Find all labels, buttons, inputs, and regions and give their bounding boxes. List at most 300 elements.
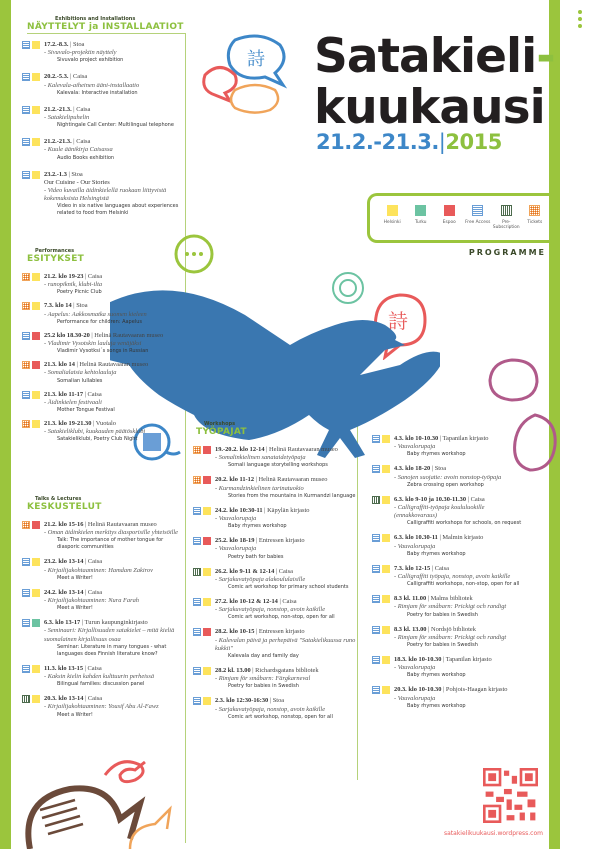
event-icons [372, 565, 390, 573]
event-venue: Entressen kirjasto [258, 628, 305, 636]
section-heading [27, 496, 184, 512]
event-title-en: Comic art workshop, non-stop, open for all [228, 614, 335, 621]
event-date: 27.2. klo 10-12 & 12-14 [215, 598, 278, 606]
brown-bubble-icon [15, 760, 195, 849]
event-title-en: Audio Books exhibition [57, 154, 115, 161]
event-when-where [44, 73, 184, 81]
helsinki-city-icon [203, 568, 211, 576]
event-title-en: Comic art workshop for primary school students [228, 584, 349, 591]
section-workshops [193, 421, 356, 728]
event-date: 6.3. klo 9-10 ja 10.30-11.30 [394, 495, 467, 503]
event-when-where [394, 435, 522, 443]
event-when-where [215, 667, 356, 675]
event-date: 7.3. klo 12-15 [394, 564, 431, 572]
separator: | [83, 664, 88, 672]
espoo-city-icon [32, 361, 40, 369]
section-heading-fi: ESITYKSET [27, 254, 85, 264]
event-date: 21.3. klo 11-17 [44, 390, 84, 398]
event-item [193, 598, 356, 621]
event-date: 2.3. klo 12:30-16:30 [215, 697, 269, 705]
event-date: 17.2.-8.3. [44, 41, 69, 48]
event-venue: Turun kaupunginkirjasto [84, 619, 148, 627]
event-item [22, 420, 177, 443]
event-item [372, 565, 522, 588]
event-subtitle: Our Cuisine - Our Stories [44, 178, 110, 186]
event-icons [22, 73, 40, 81]
event-item [22, 332, 177, 355]
free-access-icon [22, 391, 30, 399]
helsinki-city-icon [203, 507, 211, 515]
section-heading [196, 421, 356, 437]
helsinki-city-icon [382, 496, 390, 504]
event-item [372, 656, 522, 679]
free-access-icon [372, 465, 380, 473]
event-item [22, 391, 177, 414]
free-access-icon [372, 534, 380, 542]
event-title-fi: - Kaksin kielin kahden kulttuurin perheissä [44, 673, 155, 681]
left-green-bar [0, 0, 11, 849]
event-date: 21.2.-21.3. [44, 138, 72, 146]
helsinki-city-icon [32, 558, 40, 566]
event-title-en: Meet a Writer! [57, 574, 93, 581]
event-title-en: Video in six native languages about experiences related to food from Helsinki [57, 203, 179, 217]
separator: | [83, 695, 88, 703]
separator: | [83, 588, 88, 596]
pre-access-icon [372, 496, 380, 504]
event-date: 7.3. klo 14 [44, 302, 72, 310]
event-date: 4.3. klo 10-10.30 [394, 435, 439, 442]
event-title-fi: - Vauvalorupaja [394, 694, 436, 702]
event-title-en: Calligraffiti workshops, non-stop, open for all [407, 581, 520, 588]
tickets-access-icon [22, 420, 30, 428]
event-date: 23.2.-1.3 [44, 170, 67, 178]
event-item [22, 361, 177, 384]
event-item [22, 171, 184, 218]
separator: | [83, 390, 88, 398]
event-icons [22, 665, 40, 673]
event-title-en: Talk: The importance of mother tongue for diasporic communities [57, 537, 164, 551]
event-date: 21.2. klo 19-23 [44, 273, 84, 280]
event-icons [22, 695, 40, 703]
event-item [372, 435, 522, 458]
event-when-where [215, 697, 356, 705]
event-venue: Caisa [87, 273, 103, 280]
event-item [193, 537, 356, 560]
event-date: 21.3. klo 14 [44, 361, 75, 369]
event-title-fi: - Aapelus: Aakkosmatka suomen kieleen [44, 310, 147, 318]
helsinki-city-icon [382, 465, 390, 473]
turku-city-icon [32, 619, 40, 627]
event-title-fi: - Äidinkielen festivaali [44, 398, 102, 406]
event-date: 11.3. klo 13-15 [44, 664, 84, 672]
event-venue: Caisa [76, 105, 91, 113]
event-when-where [44, 273, 177, 281]
event-item [193, 568, 356, 591]
event-date: 8.3 kl. 11.00 [394, 595, 427, 603]
event-title-en: Meet a Writer! [57, 605, 93, 612]
event-venue: Vuotalo [95, 420, 116, 428]
event-venue: Helinä Rautavaaran museo [79, 361, 149, 369]
event-item [193, 667, 356, 690]
event-item [193, 446, 356, 469]
event-date: 23.2. klo 13-14 [44, 558, 84, 566]
separator: | [83, 558, 88, 566]
pre-access-icon [22, 695, 30, 703]
event-date: 6.3. klo 10.30-11 [394, 534, 438, 542]
free-access-icon [22, 41, 30, 49]
event-title-fi: - Satakieliklubi, kuukauden päätösklubi [44, 428, 146, 436]
event-when-where [394, 496, 522, 504]
event-venue: Caisa [434, 564, 449, 572]
event-when-where [44, 332, 177, 340]
event-date: 19.-20.2. klo 12-14 [215, 446, 265, 453]
event-item [193, 628, 356, 660]
separator: | [264, 446, 270, 453]
event-title-en: Poetry bath for babies [228, 553, 284, 560]
section-performances [22, 248, 177, 449]
helsinki-city-icon [32, 665, 40, 673]
event-title-fi: - Vladimir Vysotskin lauluja venäjäksi [44, 340, 142, 348]
section-talks [22, 496, 184, 726]
event-date: 6.3. klo 13-17 [44, 619, 81, 627]
event-title-fi: - Sarjakuvatyöpaja, nonstop, avoin kaikille [215, 606, 326, 614]
event-icons [372, 686, 390, 694]
section-heading-fi: TYÖPAJAT [196, 427, 247, 437]
event-title-en: Seminar: Literature in many tongues - what languages does Finnish literature know? [57, 643, 167, 657]
pre-swatch-icon [501, 205, 512, 216]
year: 2015 [445, 130, 502, 154]
event-title-fi: - Sarjakuvatyöpaja alakoululaisille [215, 575, 306, 583]
helsinki-city-icon [32, 420, 40, 428]
title-line1: Satakieli [314, 29, 537, 84]
event-icons [193, 697, 211, 705]
event-venue: Stoa [76, 302, 88, 310]
separator: | [91, 420, 96, 428]
separator: | [71, 302, 77, 310]
espoo-city-icon [203, 476, 211, 484]
section-heading-fi: KESKUSTELUT [27, 502, 102, 512]
event-title-en: Somali language storytelling workshops [228, 462, 328, 469]
event-venue: Nordsjö bibliotek [430, 625, 476, 633]
event-icons [372, 465, 390, 473]
event-icons [22, 332, 40, 340]
helsinki-city-icon [32, 302, 40, 310]
event-date: 24.2. klo 10:30-11 [215, 506, 263, 514]
event-date: 25.2 klo 18.30-20 [44, 331, 90, 339]
free-access-icon [193, 628, 201, 636]
event-when-where [44, 695, 184, 703]
legend-label: Free Access [465, 220, 491, 225]
separator: | [83, 521, 88, 528]
event-date: 21.2. klo 15-16 [44, 521, 84, 528]
separator: | [441, 686, 446, 694]
event-date: 4.3. klo 18-20 [394, 465, 431, 473]
event-when-where [215, 628, 356, 636]
espoo-city-icon [32, 521, 40, 529]
svg-text:詩: 詩 [247, 49, 265, 69]
separator: | [430, 564, 435, 572]
event-icons [22, 361, 40, 369]
event-icons [22, 589, 40, 597]
event-title-en: Nightingale Call Center: Multilingual telephone [57, 122, 174, 129]
event-title-fi: - Sivuvalo-projektin näyttely [44, 49, 117, 57]
section-heading-en: Talks & Lectures [35, 496, 82, 502]
event-item [372, 686, 522, 709]
separator: | [274, 567, 279, 575]
event-when-where [44, 391, 177, 399]
legend-label: Espoo [442, 220, 456, 225]
event-when-where [44, 171, 184, 179]
event-venue: Richardsgatans bibliotek [255, 667, 319, 675]
separator: | [250, 667, 256, 675]
event-item [22, 695, 184, 718]
event-date: 8.3 kl. 13.00 [394, 625, 427, 633]
event-venue: Helinä Rautavaaran museo [94, 331, 164, 339]
event-title-en: Performance for children: Aapelus [57, 318, 142, 325]
event-title-fi: - runopiknik, klubi-ilta [44, 281, 103, 289]
event-when-where [394, 626, 522, 634]
helsinki-city-icon [203, 697, 211, 705]
event-venue: Caisa [87, 588, 103, 596]
helsinki-city-icon [32, 391, 40, 399]
free-access-icon [372, 656, 380, 664]
event-icons [22, 302, 40, 310]
event-title-fi: - Sarjakuvatyöpaja, nonstop, avoin kaikille [215, 705, 326, 713]
event-date: 20.2.-5.3. [44, 73, 69, 81]
event-title-fi: - Rimjam för småbarn: Prickigt och randigt [394, 603, 507, 611]
event-title-en: Stories from the mountains in Kurmandzi language [228, 492, 356, 499]
free-access-icon [372, 686, 380, 694]
event-title-fi: - Sanojen suojatie: avoin nonstop-työpaja [394, 473, 502, 481]
event-when-where [394, 534, 522, 542]
event-venue: Tapanilan kirjasto [445, 656, 492, 664]
event-icons [193, 446, 211, 454]
helsinki-city-icon [32, 171, 40, 179]
event-when-where [394, 656, 522, 664]
event-venue: Stoa [272, 697, 285, 705]
event-when-where [44, 589, 184, 597]
event-title-en: Kalevala: Interactive installation [57, 89, 138, 96]
event-title-fi: - Kuule äänikirja Caisassa [44, 146, 113, 154]
event-when-where [44, 665, 184, 673]
separator: | [438, 130, 446, 154]
legend-item [436, 205, 462, 240]
helsinki-city-icon [32, 695, 40, 703]
event-title-en: Baby rhymes workshop [407, 550, 466, 557]
event-item [372, 595, 522, 618]
separator: | [71, 105, 77, 113]
event-when-where [44, 138, 184, 146]
free-access-icon [193, 598, 201, 606]
event-when-where [215, 537, 356, 545]
event-venue: Stoa [72, 41, 85, 48]
event-title-fi: - Satakielipuhelin [44, 114, 90, 122]
event-title-fi: - Kalevalan päivä ja perhepäivä "Satakielikuussa runo kukkii" [215, 636, 356, 652]
event-title-en: Poetry Picnic Club [57, 289, 102, 296]
event-when-where [44, 521, 184, 529]
separator: | [437, 534, 443, 542]
event-item [22, 521, 184, 551]
event-title-fi: - Oman äidinkielen merkitys diasporisille yhteisöille [44, 529, 179, 537]
helsinki-city-icon [382, 565, 390, 573]
event-icons [372, 496, 390, 504]
free-access-icon [193, 667, 201, 675]
event-title-en: Poetry for babies in Swedish [407, 642, 478, 649]
event-icons [193, 507, 211, 515]
event-item [22, 558, 184, 581]
event-date: 18.3. klo 10-10.30 [394, 656, 442, 664]
event-when-where [215, 507, 356, 515]
legend-label: Helsinki [383, 220, 401, 225]
separator: | [254, 628, 259, 636]
event-icons [22, 106, 40, 114]
separator: | [74, 361, 80, 369]
event-when-where [215, 598, 356, 606]
separator: | [441, 656, 446, 664]
section-heading [27, 248, 177, 264]
free-access-icon [22, 106, 30, 114]
event-when-where [215, 568, 356, 576]
event-title-fi: - Calligraffiti-työpaja koululuokille (ennakkovaraus) [394, 504, 485, 520]
event-title-en: Bilingual families: discussion panel [57, 681, 145, 688]
event-when-where [44, 106, 184, 114]
legend-item [408, 205, 434, 240]
event-venue: Caisa [87, 390, 102, 398]
event-title-en: Baby rhymes workshop [407, 451, 466, 458]
event-title-fi: - Kirjailijakohtaaminen: Yousif Abu Al-Fawz [44, 703, 159, 711]
event-item [372, 496, 522, 528]
website-link[interactable]: satakielikuukausi.wordpress.com [444, 830, 543, 837]
event-item [22, 273, 177, 296]
separator: | [68, 73, 73, 81]
separator: | [71, 138, 77, 146]
separator: | [254, 476, 259, 484]
event-icons [193, 537, 211, 545]
helsinki-city-icon [382, 626, 390, 634]
free-swatch-icon [472, 205, 483, 216]
event-date: 20.2. klo 11-12 [215, 476, 255, 484]
section-exhibitions [22, 16, 184, 226]
event-title-fi: - Vauvalorupaja [394, 664, 436, 672]
event-date: 25.2. klo 18-19 [215, 537, 255, 545]
event-title-en: Baby rhymes workshop [228, 523, 287, 530]
free-access-icon [22, 73, 30, 81]
event-title-en: Sivuvalo project exhibition [57, 57, 124, 64]
event-when-where [44, 420, 177, 428]
helsinki-city-icon [203, 667, 211, 675]
event-title-fi: - Somalialaisia kehtolauluja [44, 369, 117, 377]
tickets-access-icon [22, 273, 30, 281]
event-venue: Caisa [87, 695, 103, 703]
event-item [372, 626, 522, 649]
event-venue: Stoa [71, 170, 83, 178]
legend-item [379, 205, 405, 240]
separator: | [66, 170, 72, 178]
free-access-icon [372, 565, 380, 573]
separator: | [80, 619, 85, 627]
free-access-icon [372, 435, 380, 443]
separator: | [426, 625, 431, 633]
event-icons [372, 534, 390, 542]
qr-code[interactable] [483, 768, 538, 823]
divider [357, 420, 358, 780]
event-item [193, 507, 356, 530]
event-item [22, 73, 184, 96]
event-item [22, 619, 184, 658]
event-when-where [394, 595, 522, 603]
event-venue: Pohjois-Haagan kirjasto [445, 686, 508, 694]
espoo-city-icon [203, 537, 211, 545]
event-title-fi: - Seminaari: Kirjallisuuden satakielet – mitä kieliä suomalainen kirjallisuus osaa [44, 627, 175, 643]
programme-heading: PROGRAMME [468, 248, 546, 257]
espoo-city-icon [203, 628, 211, 636]
legend-label: Turku [414, 220, 427, 225]
event-venue: Entressen kirjasto [258, 537, 305, 545]
free-access-icon [193, 507, 201, 515]
event-icons [193, 667, 211, 675]
event-icons [22, 521, 40, 529]
helsinki-city-icon [382, 686, 390, 694]
legend-item [522, 205, 548, 240]
event-item [193, 697, 356, 720]
event-title-en: Calligraffiti workshops for schools, on request [407, 520, 522, 527]
event-title-fi: - Kirjailijakohtaaminen: Hamdam Zakirov [44, 566, 153, 574]
free-access-icon [22, 619, 30, 627]
event-icons [372, 656, 390, 664]
section-heading [27, 16, 184, 32]
event-icons [22, 273, 40, 281]
legend-item [493, 205, 519, 240]
event-icons [193, 628, 211, 636]
event-date: 26.2. klo 9-11 & 12-14 [215, 567, 275, 575]
event-icons [22, 619, 40, 627]
helsinki-city-icon [32, 138, 40, 146]
separator: | [277, 598, 283, 606]
event-item [22, 589, 184, 612]
event-title-fi: - Vauvalorupaja [215, 545, 257, 553]
event-icons [22, 138, 40, 146]
event-item [22, 302, 177, 325]
event-title-en: Zebra crossing open workshop [407, 481, 484, 488]
event-venue: Helinä Rautavaaran museo [258, 476, 328, 484]
event-icons [372, 626, 390, 634]
free-access-icon [372, 595, 380, 603]
event-when-where [215, 476, 356, 484]
event-title-fi: - Video kuvailla äidinkielellä ruokaan liittyvistä kokemuksista Helsingistä [44, 187, 167, 203]
tickets-access-icon [22, 302, 30, 310]
turku-swatch-icon [415, 205, 426, 216]
event-item [372, 465, 522, 488]
section-heading-en: Workshops [204, 421, 236, 427]
tickets-access-icon [22, 521, 30, 529]
event-venue: Helinä Rautavaaran museo [269, 446, 338, 453]
event-title-en: Baby rhymes workshop [407, 672, 466, 679]
helsinki-city-icon [32, 73, 40, 81]
separator: | [430, 465, 435, 473]
free-access-icon [22, 558, 30, 566]
event-when-where [44, 619, 184, 627]
event-dates [316, 130, 502, 154]
event-icons [22, 391, 40, 399]
event-title-en: Meet a Writer! [57, 711, 93, 718]
event-title-fi: - Kalevala-aiheinen ääni-installaatio [44, 81, 140, 89]
event-title-en: Comic art workshop, nonstop, open for all [228, 713, 333, 720]
separator: | [254, 537, 259, 545]
event-when-where [394, 465, 522, 473]
espoo-city-icon [203, 446, 211, 454]
separator: | [268, 697, 273, 705]
event-when-where [215, 446, 356, 454]
